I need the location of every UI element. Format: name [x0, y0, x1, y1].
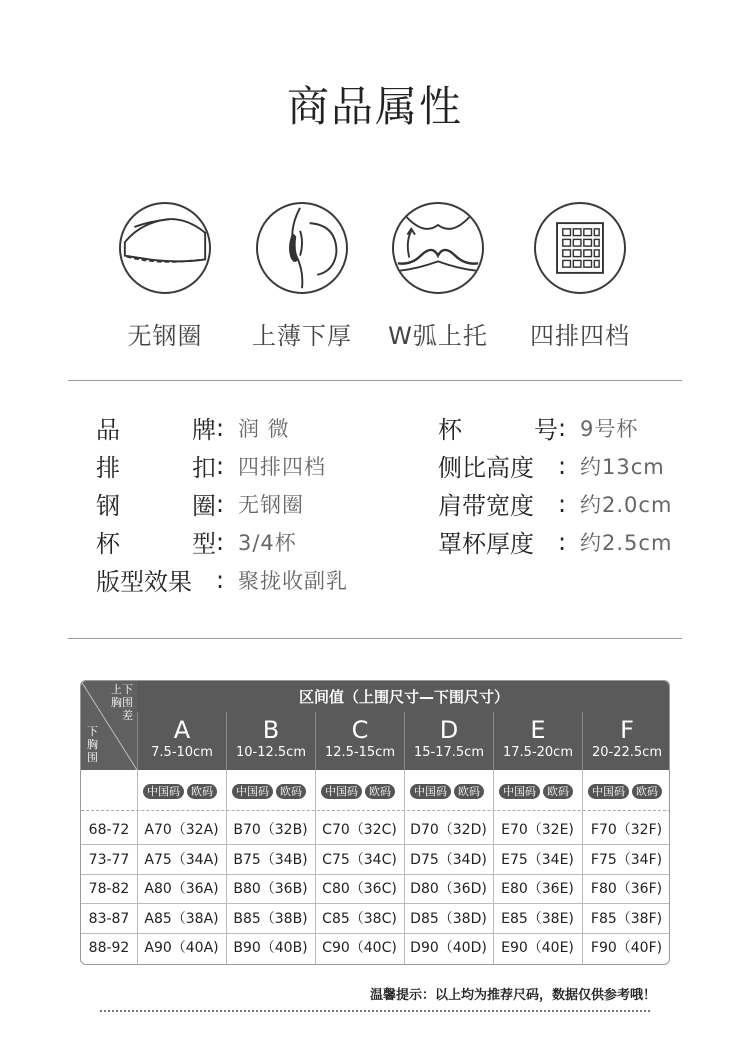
attr-key: 版型效果 [96, 568, 192, 596]
attr-colon: : [558, 489, 567, 518]
size-cell: B80（36B) [233, 881, 308, 898]
attr-cup-size [438, 410, 638, 445]
size-cell: C75（34C) [322, 851, 397, 868]
band-cell: 68-72 [88, 822, 130, 838]
size-cell: C70（32C) [322, 822, 397, 838]
range-header: 区间值（上围尺寸—下围尺寸） [137, 681, 670, 712]
attr-colon: : [216, 451, 225, 480]
attr-value: 3/4杯 [238, 530, 297, 555]
thin-top-thick-bottom-icon [256, 202, 348, 294]
band-cell: 78-82 [88, 881, 130, 898]
dotted-divider [100, 1010, 650, 1012]
size-cell: D85（38D) [410, 910, 487, 927]
size-cell: A90（40A) [144, 940, 219, 957]
size-cell: E75（34E) [501, 851, 574, 868]
tip-text: 温馨提示：以上均为推荐尺码，数据仅供参考哦！ [369, 988, 656, 1003]
size-cell: B85（38B) [233, 910, 308, 927]
cup-letter: C [351, 716, 369, 744]
attr-strap-width [438, 486, 672, 521]
attr-colon: : [216, 413, 225, 442]
four-row-hook-icon [534, 202, 626, 294]
attr-hook [96, 448, 326, 483]
badge-eu: 欧码 [632, 784, 662, 799]
attr-key: 肩带宽度 [438, 492, 534, 520]
cup-header [226, 712, 315, 770]
attr-cup-type [96, 524, 297, 559]
divider [68, 380, 682, 381]
feature-wireless [85, 202, 245, 351]
size-cell: B70（32B) [233, 822, 308, 838]
size-cell: F85（38F) [590, 910, 663, 927]
cup-header [493, 712, 582, 770]
size-cell: B90（40B) [233, 940, 308, 957]
attr-key: 钢 圈 [96, 492, 216, 520]
corner-top-label: 上下胸围差 [111, 683, 133, 722]
badge-cn: 中国码 [588, 784, 629, 799]
band-cell: 73-77 [88, 851, 130, 868]
code-badges [321, 784, 395, 799]
code-badges [143, 784, 217, 799]
cup-header [582, 712, 670, 770]
attr-key: 品 牌 [96, 416, 216, 444]
attr-colon: : [216, 489, 225, 518]
cup-range: 12.5-15cm [325, 745, 395, 760]
cup-range: 17.5-20cm [503, 745, 573, 760]
badge-eu: 欧码 [276, 784, 306, 799]
code-badges [499, 784, 573, 799]
badge-cn: 中国码 [321, 784, 362, 799]
attr-effect [96, 562, 348, 597]
badge-cn: 中国码 [232, 784, 273, 799]
attr-colon: : [216, 527, 225, 556]
attr-value: 约13cm [580, 454, 665, 479]
table-row [81, 846, 670, 875]
attr-value: 约2.5cm [580, 530, 673, 555]
size-cell: B75（34B) [233, 851, 308, 868]
code-badges [588, 784, 662, 799]
table-row [81, 905, 670, 934]
attr-value: 约2.0cm [580, 492, 673, 517]
size-cell: E70（32E) [501, 822, 574, 838]
cup-range: 7.5-10cm [151, 745, 213, 760]
feature-label: 无钢圈 [127, 322, 203, 350]
cup-letter: A [173, 716, 191, 744]
badge-cn: 中国码 [499, 784, 540, 799]
size-cell: D75（34D) [410, 851, 487, 868]
size-cell: E85（38E) [501, 910, 574, 927]
corner-bottom-label: 下胸围 [87, 725, 98, 764]
band-cell: 83-87 [88, 910, 130, 927]
badge-eu: 欧码 [187, 784, 217, 799]
size-cell: D80（36D) [410, 881, 487, 898]
size-table [80, 680, 670, 965]
size-cell: A85（38A) [144, 910, 219, 927]
feature-w-arc [358, 202, 518, 351]
attr-colon: : [558, 527, 567, 556]
cup-letter: D [439, 716, 459, 744]
size-cell: E80（36E) [501, 881, 574, 898]
badge-cn: 中国码 [410, 784, 451, 799]
attr-value: 聚拢收副乳 [238, 568, 348, 593]
cup-letter: B [262, 716, 280, 744]
attr-key: 杯 型 [96, 530, 216, 558]
cup-range: 10-12.5cm [236, 745, 306, 760]
badge-eu: 欧码 [454, 784, 484, 799]
size-cell: A70（32A) [144, 822, 219, 838]
size-cell: A80（36A) [144, 881, 219, 898]
attr-value: 无钢圈 [238, 492, 304, 517]
size-cell: D90（40D) [410, 940, 487, 957]
size-cell: A75（34A) [144, 851, 219, 868]
attr-wire [96, 486, 304, 521]
feature-label: W弧上托 [388, 322, 488, 350]
attr-value: 9号杯 [580, 416, 639, 441]
feature-label: 四排四档 [530, 322, 630, 350]
table-row [81, 934, 670, 963]
table-row [81, 816, 670, 845]
attr-value: 润 微 [238, 416, 290, 441]
attr-key: 侧比高度 [438, 454, 534, 482]
code-badges [410, 784, 484, 799]
size-cell: F70（32F) [590, 822, 663, 838]
badge-cn: 中国码 [143, 784, 184, 799]
cup-letter: F [620, 716, 634, 744]
divider [68, 638, 682, 639]
wireless-cup-icon [119, 202, 211, 294]
badge-eu: 欧码 [365, 784, 395, 799]
size-cell: C85（38C) [322, 910, 397, 927]
attr-key: 杯 号 [438, 416, 558, 444]
attr-value: 四排四档 [238, 454, 326, 479]
badge-eu: 欧码 [543, 784, 573, 799]
attr-key: 排 扣 [96, 454, 216, 482]
cup-range: 20-22.5cm [592, 745, 662, 760]
size-cell: C90（40C) [322, 940, 397, 957]
attr-key: 罩杯厚度 [438, 530, 534, 558]
cup-letter: E [530, 716, 546, 744]
attr-brand [96, 410, 290, 445]
size-cell: F90（40F) [590, 940, 663, 957]
cup-header [315, 712, 404, 770]
attr-colon: : [558, 451, 567, 480]
page-title: 商品属性 [286, 82, 463, 131]
table-row [81, 875, 670, 904]
attr-side-height [438, 448, 665, 483]
size-cell: D70（32D) [410, 822, 487, 838]
size-cell: F80（36F) [590, 881, 663, 898]
attr-colon: : [216, 565, 225, 594]
feature-label: 上薄下厚 [252, 322, 352, 350]
cup-header [137, 712, 226, 770]
feature-four-row [500, 202, 660, 351]
cup-range: 15-17.5cm [414, 745, 484, 760]
table-corner [81, 681, 137, 770]
size-cell: E90（40E) [501, 940, 574, 957]
w-arc-lift-icon [392, 202, 484, 294]
size-cell: C80（36C) [322, 881, 397, 898]
attr-cup-thickness [438, 524, 672, 559]
band-cell: 88-92 [88, 940, 130, 957]
size-cell: F75（34F) [590, 851, 663, 868]
attr-colon: : [558, 413, 567, 442]
code-badges [232, 784, 306, 799]
cup-header [404, 712, 493, 770]
